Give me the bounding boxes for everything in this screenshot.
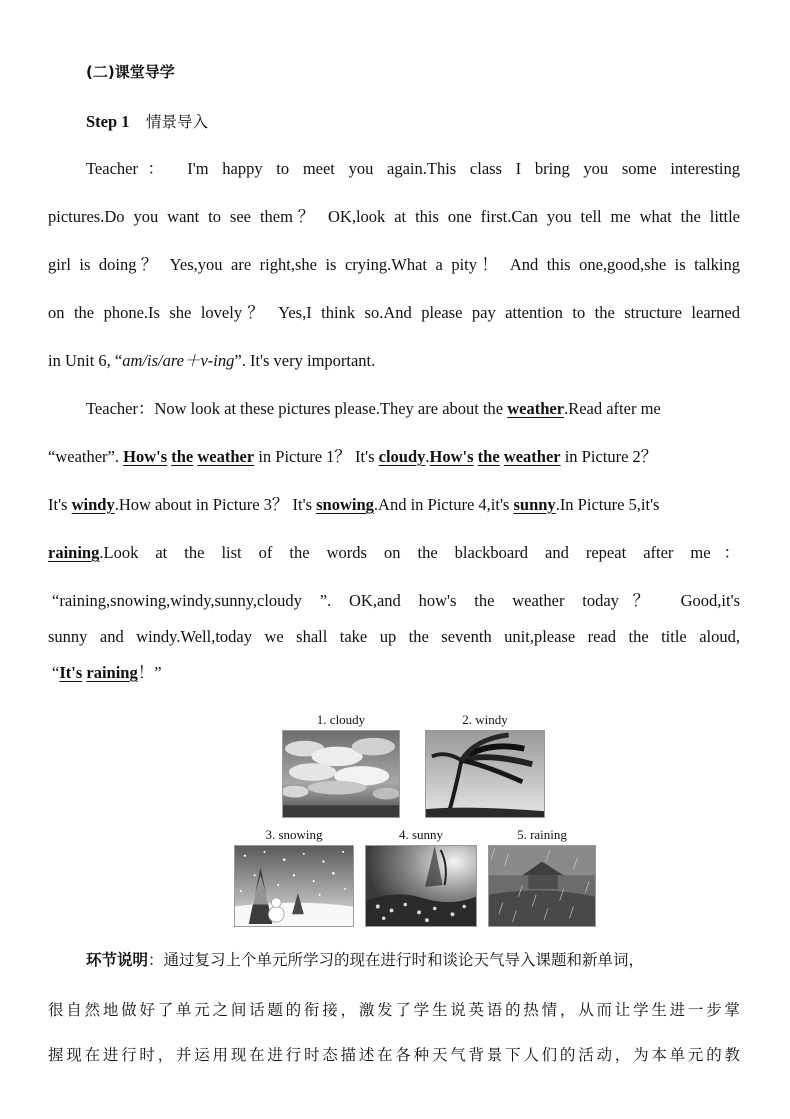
figure-label-sunny: 4. sunny <box>398 827 444 842</box>
keyword-hows: How's <box>429 447 474 466</box>
note-text: ：通过复习上个单元所学习的现在进行时和谈论天气导入课题和新单词， <box>148 951 645 969</box>
keyword-weather: weather <box>197 447 255 466</box>
keyword-weather: weather <box>507 399 565 418</box>
p2-text: It's <box>48 495 72 514</box>
keyword-windy: windy <box>71 495 115 514</box>
p2-line-1 <box>86 397 740 421</box>
keyword-raining: raining <box>48 543 100 562</box>
p2-text: “weather”. <box>48 447 124 466</box>
keyword-snowing: snowing <box>316 495 374 514</box>
p1-line-5-start: in Unit 6, “ <box>48 351 123 370</box>
p1-line-5-end: ”. It's very important. <box>234 351 376 370</box>
p2-line-4 <box>48 541 740 565</box>
p2-text: in Picture 1？ It's <box>254 447 379 466</box>
p1-line-5 <box>48 349 740 373</box>
step-heading <box>86 110 778 134</box>
keyword-the: the <box>171 447 194 466</box>
figure-label-cloudy: 1. cloudy <box>316 712 366 727</box>
figure-label-snowing: 3. snowing <box>265 827 323 842</box>
p2-line-2 <box>48 445 740 469</box>
p2-text: ！” <box>137 663 162 682</box>
keyword-hows: How's <box>123 447 168 466</box>
raining-photo <box>488 845 596 927</box>
sunny-photo <box>365 845 477 927</box>
keyword-weather: weather <box>503 447 561 466</box>
step-label: Step 1 <box>86 112 130 131</box>
keyword-cloudy: cloudy <box>378 447 426 466</box>
section-heading: (二)课堂导学 <box>86 63 175 81</box>
p2-text: .And in Picture 4,it's <box>373 495 514 514</box>
p2-text: .Look at the list of the words on the blackboard and repeat after me： <box>99 543 740 562</box>
p2-text: “ <box>52 663 60 682</box>
p2-line-6: sunny and windy.Well,today we shall take up the seventh unit,please read the title aloud, <box>48 627 740 646</box>
p1-line-2: pictures.Do you want to see them？ OK,look at this one first.Can you tell me what the little <box>48 207 740 226</box>
p1-line-1: Teacher： I'm happy to meet you again.This class I bring you some interesting <box>86 159 740 178</box>
p1-line-3: girl is doing？ Yes,you are right,she is crying.What a pity！ And this one,good,she is talking <box>48 255 740 274</box>
p2-text: . <box>425 447 430 466</box>
keyword-its: It's <box>59 663 83 682</box>
snowing-photo <box>234 845 354 927</box>
step-title: 情景导入 <box>146 113 209 131</box>
cloudy-photo <box>282 730 400 818</box>
p2-line-7 <box>52 661 744 685</box>
note-line-2: 很自然地做好了单元之间话题的衔接，激发了学生说英语的热情，从而让学生进一步掌 <box>48 1001 740 1019</box>
note-line-1 <box>86 948 740 972</box>
p2-line-3 <box>48 493 740 517</box>
p2-text: Teacher：Now look at these pictures please.They are about the <box>86 399 508 418</box>
p2-text: .In Picture 5,it's <box>555 495 660 514</box>
keyword-raining: raining <box>86 663 138 682</box>
figure-label-windy: 2. windy <box>462 712 508 727</box>
figure-label-raining: 5. raining <box>517 827 567 842</box>
keyword-sunny: sunny <box>513 495 556 514</box>
p2-text: in Picture 2？ <box>560 447 658 466</box>
p2-line-5: “raining,snowing,windy,sunny,cloudy ”. OK,and how's the weather today？ Good,it's <box>52 591 740 610</box>
keyword-the: the <box>477 447 500 466</box>
p2-text: .How about in Picture 3？ It's <box>114 495 317 514</box>
note-label: 环节说明 <box>86 951 149 969</box>
p2-text: .Read after me <box>564 399 661 418</box>
structure-formula: am/is/are＋v-ing <box>122 351 235 370</box>
p1-line-4: on the phone.Is she lovely？ Yes,I think so.And please pay attention to the structure learned <box>48 303 740 322</box>
windy-photo <box>425 730 545 818</box>
note-line-3: 握现在进行时，并运用现在进行时态描述在各种天气背景下人们的活动，为本单元的教 <box>48 1046 740 1064</box>
